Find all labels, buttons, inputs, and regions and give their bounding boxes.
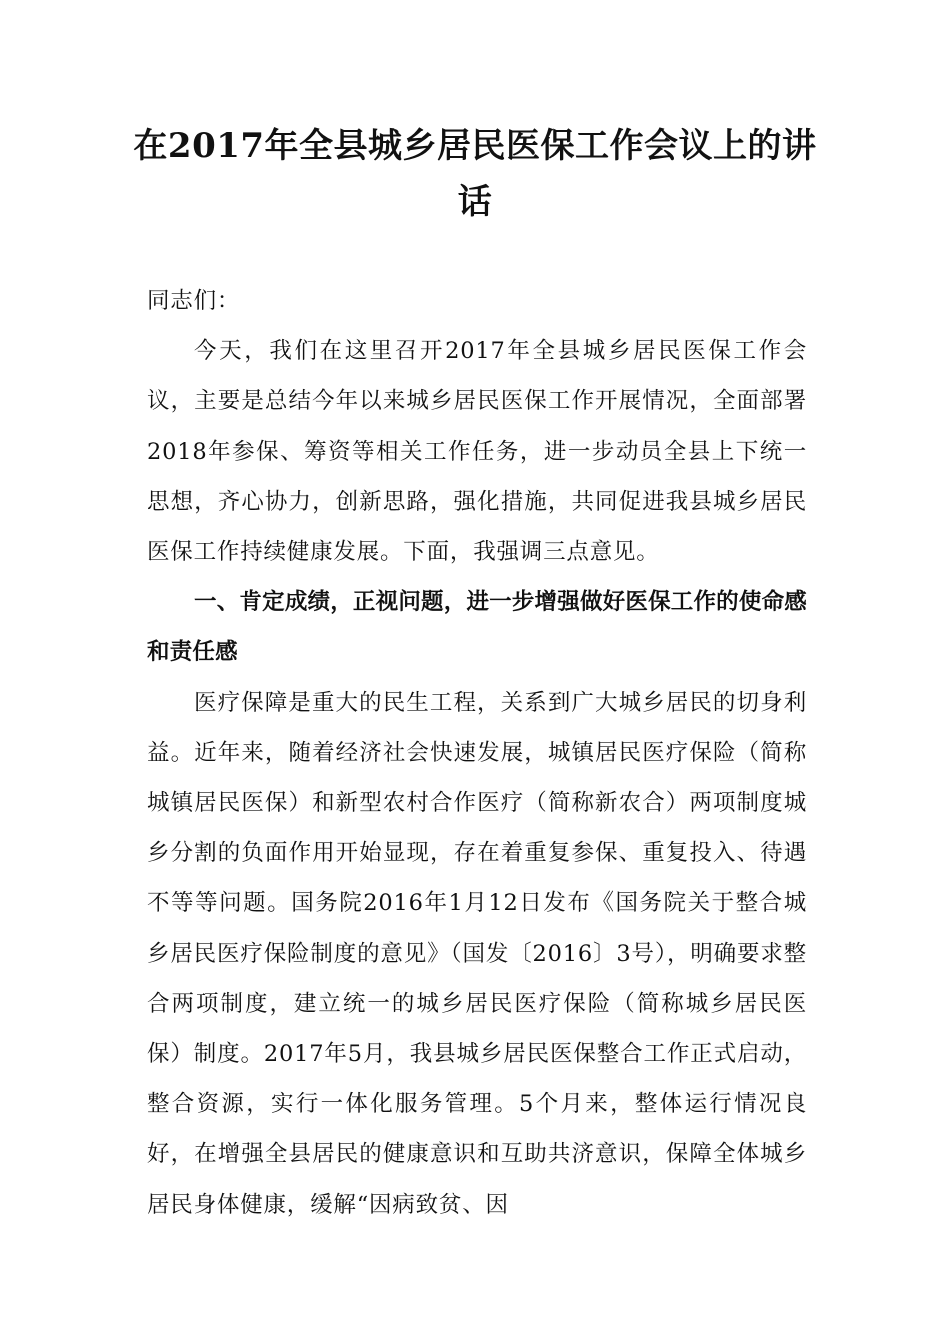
paragraph-body: 医疗保障是重大的民生工程，关系到广大城乡居民的切身利益。近年来，随着经济社会快速发展，城镇居民医疗保险（简称城镇居民医保）和新型农村合作医疗（简称新农合）两项制度城乡分割的负面作用开始显现，存在着重复参保、重复投入、待遇不等等问题。国务院2016年1月12日发布《国务院关于整合城乡居民医疗保险制度的意见》（国发〔2016〕3号），明确要求整合两项制度，建立统一的城乡居民医疗保险（简称城乡居民医保）制度。2017年5月，我县城乡居民医保整合工作正式启动，整合资源，实行一体化服务管理。5个月来，整体运行情况良好，在增强全县居民的健康意识和互助共济意识，保障全体城乡居民身体健康，缓解“因病致贫、因 xyxy=(147,689,807,1218)
salutation: 同志们： xyxy=(147,288,241,314)
document-body xyxy=(147,276,807,1230)
document-title: 在2017年全县城乡居民医保工作会议上的讲话 xyxy=(133,126,817,222)
section-heading-1: 一、肯定成绩，正视问题，进一步增强做好医保工作的使命感和责任感 xyxy=(147,589,807,666)
paragraph-intro: 今天，我们在这里召开2017年全县城乡居民医保工作会议，主要是总结今年以来城乡居民医保工作开展情况，全面部署2018年参保、筹资等相关工作任务，进一步动员全县上下统一思想，齐心协力，创新思路，强化措施，共同促进我县城乡居民医保工作持续健康发展。下面，我强调三点意见。 xyxy=(147,338,807,566)
